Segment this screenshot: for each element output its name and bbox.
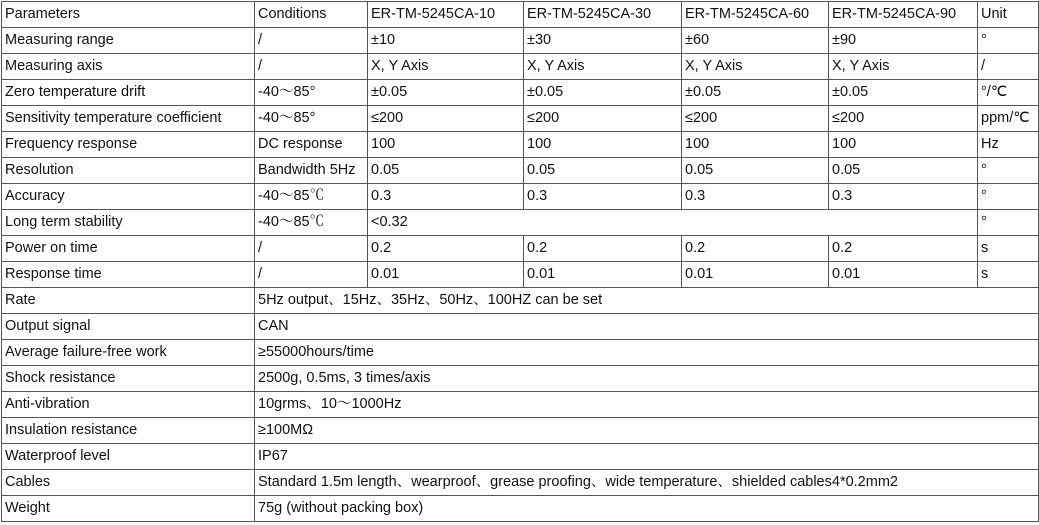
param-cell: Cables [2, 470, 255, 496]
value-cell: IP67 [255, 444, 1039, 470]
unit-cell: Hz [978, 132, 1039, 158]
value-cell: 100 [682, 132, 829, 158]
value-cell: X, Y Axis [829, 54, 978, 80]
value-cell: ≤200 [829, 106, 978, 132]
value-cell: CAN [255, 314, 1039, 340]
value-cell: 0.01 [829, 262, 978, 288]
condition-cell: -40～85° [255, 106, 368, 132]
value-cell: 0.2 [524, 236, 682, 262]
param-cell: Measuring axis [2, 54, 255, 80]
value-cell: 0.01 [682, 262, 829, 288]
value-cell: ±0.05 [368, 80, 524, 106]
value-cell: <0.32 [368, 210, 978, 236]
value-cell: 0.2 [682, 236, 829, 262]
header-conditions: Conditions [255, 2, 368, 28]
header-model-90: ER-TM-5245CA-90 [829, 2, 978, 28]
unit-cell: ° [978, 158, 1039, 184]
condition-cell: / [255, 236, 368, 262]
value-cell: ±10 [368, 28, 524, 54]
value-cell: X, Y Axis [368, 54, 524, 80]
param-cell: Resolution [2, 158, 255, 184]
param-cell: Waterproof level [2, 444, 255, 470]
condition-cell: / [255, 262, 368, 288]
table-row [2, 158, 1039, 184]
unit-cell: ppm/℃ [978, 106, 1039, 132]
param-cell: Rate [2, 288, 255, 314]
unit-cell: ° [978, 210, 1039, 236]
condition-cell: / [255, 54, 368, 80]
param-cell: Frequency response [2, 132, 255, 158]
table-row [2, 470, 1039, 496]
value-cell: 0.05 [368, 158, 524, 184]
table-row [2, 366, 1039, 392]
value-cell: ≥55000hours/time [255, 340, 1039, 366]
header-parameters: Parameters [2, 2, 255, 28]
header-row [2, 2, 1039, 28]
table-row [2, 496, 1039, 522]
table-row [2, 80, 1039, 106]
param-cell: Sensitivity temperature coefficient [2, 106, 255, 132]
value-cell: X, Y Axis [682, 54, 829, 80]
param-cell: Weight [2, 496, 255, 522]
table-row [2, 54, 1039, 80]
condition-cell: DC response [255, 132, 368, 158]
value-cell: 0.2 [368, 236, 524, 262]
param-cell: Shock resistance [2, 366, 255, 392]
table-row [2, 132, 1039, 158]
value-cell: 100 [368, 132, 524, 158]
param-cell: Anti-vibration [2, 392, 255, 418]
param-cell: Accuracy [2, 184, 255, 210]
value-cell: 0.01 [524, 262, 682, 288]
value-cell: 0.3 [682, 184, 829, 210]
value-cell: ≤200 [682, 106, 829, 132]
value-cell: ±0.05 [524, 80, 682, 106]
value-cell: 0.05 [829, 158, 978, 184]
value-cell: ±30 [524, 28, 682, 54]
value-cell: 75g (without packing box) [255, 496, 1039, 522]
unit-cell: ° [978, 184, 1039, 210]
value-cell: ±0.05 [829, 80, 978, 106]
value-cell: 10grms、10～1000Hz [255, 392, 1039, 418]
value-cell: 0.05 [682, 158, 829, 184]
value-cell: 0.05 [524, 158, 682, 184]
param-cell: Zero temperature drift [2, 80, 255, 106]
value-cell: ±60 [682, 28, 829, 54]
value-cell: 0.01 [368, 262, 524, 288]
unit-cell: °/℃ [978, 80, 1039, 106]
param-cell: Power on time [2, 236, 255, 262]
specifications-table [1, 1, 1039, 522]
header-model-60: ER-TM-5245CA-60 [682, 2, 829, 28]
condition-cell: -40～85℃ [255, 184, 368, 210]
unit-cell: s [978, 262, 1039, 288]
table-row [2, 210, 1039, 236]
table-row [2, 314, 1039, 340]
table-row [2, 106, 1039, 132]
table-row [2, 236, 1039, 262]
param-cell: Long term stability [2, 210, 255, 236]
value-cell: 0.3 [368, 184, 524, 210]
value-cell: Standard 1.5m length、wearproof、grease proofing、wide temperature、shielded cables4*0.2mm2 [255, 470, 1039, 496]
value-cell: 5Hz output、15Hz、35Hz、50Hz、100HZ can be set [255, 288, 1039, 314]
header-model-30: ER-TM-5245CA-30 [524, 2, 682, 28]
value-cell: ±90 [829, 28, 978, 54]
condition-cell: -40～85° [255, 80, 368, 106]
table-row [2, 184, 1039, 210]
table-row [2, 28, 1039, 54]
value-cell: 2500g, 0.5ms, 3 times/axis [255, 366, 1039, 392]
value-cell: 100 [524, 132, 682, 158]
condition-cell: -40～85℃ [255, 210, 368, 236]
table-row [2, 262, 1039, 288]
unit-cell: / [978, 54, 1039, 80]
param-cell: Output signal [2, 314, 255, 340]
value-cell: ≤200 [368, 106, 524, 132]
table-row [2, 288, 1039, 314]
param-cell: Insulation resistance [2, 418, 255, 444]
unit-cell: ° [978, 28, 1039, 54]
condition-cell: Bandwidth 5Hz [255, 158, 368, 184]
value-cell: 100 [829, 132, 978, 158]
header-unit: Unit [978, 2, 1039, 28]
table-row [2, 340, 1039, 366]
condition-cell: / [255, 28, 368, 54]
table-row [2, 392, 1039, 418]
unit-cell: s [978, 236, 1039, 262]
value-cell: ≥100MΩ [255, 418, 1039, 444]
header-model-10: ER-TM-5245CA-10 [368, 2, 524, 28]
param-cell: Average failure-free work [2, 340, 255, 366]
value-cell: 0.2 [829, 236, 978, 262]
value-cell: 0.3 [524, 184, 682, 210]
table-row [2, 444, 1039, 470]
param-cell: Response time [2, 262, 255, 288]
value-cell: 0.3 [829, 184, 978, 210]
value-cell: ±0.05 [682, 80, 829, 106]
value-cell: X, Y Axis [524, 54, 682, 80]
table-row [2, 418, 1039, 444]
value-cell: ≤200 [524, 106, 682, 132]
param-cell: Measuring range [2, 28, 255, 54]
